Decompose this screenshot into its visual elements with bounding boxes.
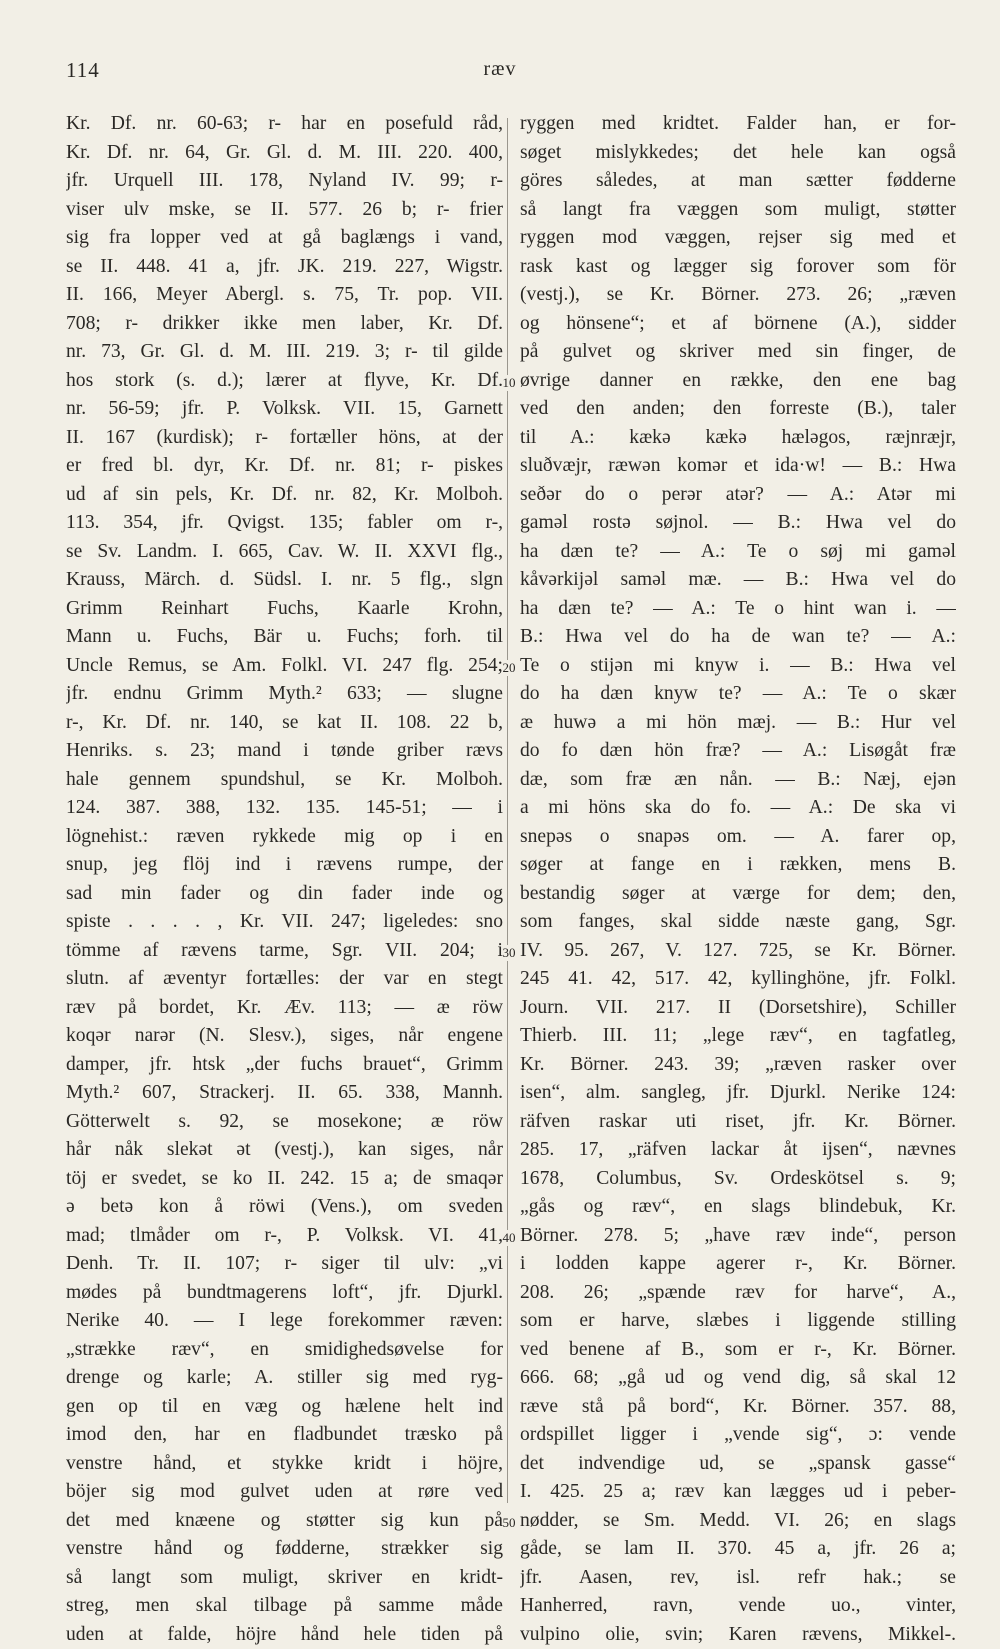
text-line: 245 41. 42, 517. 42, kyllinghöne, jfr. Folkl. <box>520 965 956 994</box>
text-line: viser ulv mske, se II. 577. 26 b; r- frier <box>66 196 503 225</box>
text-line: æ huwə a mi hön mæj. — B.: Hur vel <box>520 709 956 738</box>
text-line: vulpino olie, svin; Karen rævens, Mikkel-. <box>520 1621 956 1649</box>
text-line: a mi höns ska do fo. — A.: De ska vi <box>520 794 956 823</box>
text-line: er fred bl. dyr, Kr. Df. nr. 81; r- piskes <box>66 452 503 481</box>
text-line: 285. 17, „räfven lackar åt ijsen“, nævnes <box>520 1136 956 1165</box>
text-line: damper, jfr. htsk „der fuchs brauet“, Grimm <box>66 1051 503 1080</box>
text-line: hår nåk slekət ət (vestj.), kan siges, når <box>66 1136 503 1165</box>
column-divider <box>507 118 508 1503</box>
text-line: do ha dæn knyw te? — A.: Te o skær <box>520 680 956 709</box>
text-line: seðər do o perər atər? — A.: Atər mi <box>520 481 956 510</box>
text-line: søger at fange en i rækken, mens B. <box>520 851 956 880</box>
text-line: ə betə kon å röwi (Vens.), om sveden <box>66 1193 503 1222</box>
text-line: Hanherred, ravn, vende uo., vinter, <box>520 1592 956 1621</box>
text-line: ordspillet ligger i „vende sig“, ɔ: vende <box>520 1421 956 1450</box>
text-line: hos stork (s. d.); lærer at flyve, Kr. Df. <box>66 367 503 396</box>
text-line: Denh. Tr. II. 107; r- siger til ulv: „vi <box>66 1250 503 1279</box>
text-line: spiste . . . . , Kr. VII. 247; ligeledes: sno <box>66 908 503 937</box>
text-line: nødder, se Sm. Medd. VI. 26; en slags <box>520 1507 956 1536</box>
text-line: det med knæene og støtter sig kun på <box>66 1507 503 1536</box>
text-line: bestandig søger at værge for dem; den, <box>520 880 956 909</box>
text-line: som fanges, skal sidde næste gang, Sgr. <box>520 908 956 937</box>
text-line: venstre hånd og fødderne, strækker sig <box>66 1535 503 1564</box>
text-line: sad min fader og din fader inde og <box>66 880 503 909</box>
text-line: imod den, har en fladbundet træsko på <box>66 1421 503 1450</box>
text-line: kåvərkijəl saməl mæ. — B.: Hwa vel do <box>520 566 956 595</box>
text-line: II. 166, Meyer Abergl. s. 75, Tr. pop. VII. <box>66 281 503 310</box>
text-line: koqər narər (N. Slesv.), siges, når engene <box>66 1022 503 1051</box>
text-line: böjer sig mod gulvet uden at røre ved <box>66 1478 503 1507</box>
right-column <box>520 110 956 1649</box>
page-header <box>66 58 934 88</box>
text-line: Henriks. s. 23; mand i tønde griber rævs <box>66 737 503 766</box>
text-line: hale gennem spundshul, se Kr. Molboh. <box>66 766 503 795</box>
text-line: på gulvet og skriver med sin finger, de <box>520 338 956 367</box>
text-line: se Sv. Landm. I. 665, Cav. W. II. XXVI flg., <box>66 538 503 567</box>
text-line: venstre hånd, et stykke kridt i höjre, <box>66 1450 503 1479</box>
text-line: IV. 95. 267, V. 127. 725, se Kr. Börner. <box>520 937 956 966</box>
text-line: ræv på bordet, Kr. Æv. 113; — æ röw <box>66 994 503 1023</box>
text-line: og hönsene“; et af börnene (A.), sidder <box>520 310 956 339</box>
text-line: B.: Hwa vel do ha de wan te? — A.: <box>520 623 956 652</box>
text-line: Myth.² 607, Strackerj. II. 65. 338, Mannh. <box>66 1079 503 1108</box>
text-line: isen“, alm. sangleg, jfr. Djurkl. Nerike 124: <box>520 1079 956 1108</box>
text-line: ha dæn te? — A.: Te o søj mi gaməl <box>520 538 956 567</box>
text-line: gåde, se lam II. 370. 45 a, jfr. 26 a; <box>520 1535 956 1564</box>
text-line: gaməl rostə søjnol. — B.: Hwa vel do <box>520 509 956 538</box>
text-line: det indvendige ud, se „spansk gasse“ <box>520 1450 956 1479</box>
text-line: do fo dæn hön fræ? — A.: Lisøgåt fræ <box>520 737 956 766</box>
text-line: streg, men skal tilbage på samme måde <box>66 1592 503 1621</box>
text-line: Kr. Df. nr. 64, Gr. Gl. d. M. III. 220. 400, <box>66 139 503 168</box>
text-line: 208. 26; „spænde ræv for harve“, A., <box>520 1279 956 1308</box>
text-line: Nerike 40. — I lege forekommer ræven: <box>66 1307 503 1336</box>
text-line: 113. 354, jfr. Qvigst. 135; fabler om r-, <box>66 509 503 538</box>
text-line: sluðvæjr, ræwən komər et ida·w! — B.: Hwa <box>520 452 956 481</box>
text-line: snup, jeg flöj ind i rævens rumpe, der <box>66 851 503 880</box>
text-line: til A.: kækə kækə hæləgos, ræjnræjr, <box>520 424 956 453</box>
page-number: 114 <box>66 58 100 83</box>
line-number-40: 40 <box>501 1230 517 1246</box>
text-line: se II. 448. 41 a, jfr. JK. 219. 227, Wigstr. <box>66 253 503 282</box>
line-number-10: 10 <box>501 375 517 391</box>
left-column <box>66 110 503 1649</box>
text-line: „strække ræv“, en smidighedsøvelse for <box>66 1336 503 1365</box>
text-line: „gås og ræv“, en slags blindebuk, Kr. <box>520 1193 956 1222</box>
text-line: ha dæn te? — A.: Te o hint wan i. — <box>520 595 956 624</box>
text-line: ud af sin pels, Kr. Df. nr. 82, Kr. Molboh. <box>66 481 503 510</box>
text-line: 124. 387. 388, 132. 135. 145-51; — i <box>66 794 503 823</box>
running-head: ræv <box>66 58 934 81</box>
text-line: nr. 56-59; jfr. P. Volksk. VII. 15, Garnett <box>66 395 503 424</box>
text-line: gen op til en væg og hælene helt ind <box>66 1393 503 1422</box>
text-line: II. 167 (kurdisk); r- fortæller höns, at der <box>66 424 503 453</box>
text-line: Thierb. III. 11; „lege ræv“, en tagfatleg, <box>520 1022 956 1051</box>
text-line: Kr. Börner. 243. 39; „ræven rasker over <box>520 1051 956 1080</box>
text-line: Mann u. Fuchs, Bär u. Fuchs; forh. til <box>66 623 503 652</box>
text-line: sig fra lopper ved at gå baglængs i vand, <box>66 224 503 253</box>
text-line: räfven raskar uti riset, jfr. Kr. Börner. <box>520 1108 956 1137</box>
text-line: mad; tlmåder om r-, P. Volksk. VI. 41, <box>66 1222 503 1251</box>
text-line: ved den anden; den forreste (B.), taler <box>520 395 956 424</box>
text-line: Te o stijən mi knyw i. — B.: Hwa vel <box>520 652 956 681</box>
text-line: rask kast og lægger sig forover som för <box>520 253 956 282</box>
text-line: i lodden kappe agerer r-, Kr. Börner. <box>520 1250 956 1279</box>
line-number-30: 30 <box>501 945 517 961</box>
text-line: søget mislykkedes; det hele kan også <box>520 139 956 168</box>
text-line: øvrige danner en række, den ene bag <box>520 367 956 396</box>
text-line: töj er svedet, se ko II. 242. 15 a; de smaqər <box>66 1165 503 1194</box>
text-line: dæ, som fræ æn nån. — B.: Næj, ejən <box>520 766 956 795</box>
text-line: ryggen mod væggen, rejser sig med et <box>520 224 956 253</box>
text-line: nr. 73, Gr. Gl. d. M. III. 219. 3; r- til gilde <box>66 338 503 367</box>
line-number-50: 50 <box>501 1515 517 1531</box>
text-line: drenge og karle; A. stiller sig med ryg- <box>66 1364 503 1393</box>
text-line: ræve stå på bord“, Kr. Börner. 357. 88, <box>520 1393 956 1422</box>
text-line: ryggen med kridtet. Falder han, er for- <box>520 110 956 139</box>
text-line: så langt fra væggen som muligt, støtter <box>520 196 956 225</box>
text-line: Börner. 278. 5; „have ræv inde“, person <box>520 1222 956 1251</box>
text-line: 708; r- drikker ikke men laber, Kr. Df. <box>66 310 503 339</box>
text-line: göres således, at man sætter fødderne <box>520 167 956 196</box>
text-line: uden at falde, höjre hånd hele tiden på <box>66 1621 503 1649</box>
line-number-20: 20 <box>501 660 517 676</box>
text-line: Kr. Df. nr. 60-63; r- har en posefuld råd, <box>66 110 503 139</box>
text-line: Grimm Reinhart Fuchs, Kaarle Krohn, <box>66 595 503 624</box>
text-line: mødes på bundtmagerens loft“, jfr. Djurkl. <box>66 1279 503 1308</box>
text-line: Journ. VII. 217. II (Dorsetshire), Schiller <box>520 994 956 1023</box>
text-line: lögnehist.: ræven rykkede mig op i en <box>66 823 503 852</box>
text-line: r-, Kr. Df. nr. 140, se kat II. 108. 22 b, <box>66 709 503 738</box>
text-line: tömme af rævens tarme, Sgr. VII. 204; i <box>66 937 503 966</box>
text-line: jfr. Urquell III. 178, Nyland IV. 99; r- <box>66 167 503 196</box>
text-line: ved benene af B., som er r-, Kr. Börner. <box>520 1336 956 1365</box>
text-line: I. 425. 25 a; ræv kan lægges ud i peber- <box>520 1478 956 1507</box>
text-line: Götterwelt s. 92, se mosekone; æ röw <box>66 1108 503 1137</box>
text-line: 1678, Columbus, Sv. Ordeskötsel s. 9; <box>520 1165 956 1194</box>
text-line: jfr. Aasen, rev, isl. refr hak.; se <box>520 1564 956 1593</box>
text-line: så langt som muligt, skriver en kridt- <box>66 1564 503 1593</box>
text-line: snepəs o snapəs om. — A. farer op, <box>520 823 956 852</box>
text-line: som er harve, slæbes i liggende stilling <box>520 1307 956 1336</box>
text-line: Uncle Remus, se Am. Folkl. VI. 247 flg. 254; <box>66 652 503 681</box>
text-line: (vestj.), se Kr. Börner. 273. 26; „ræven <box>520 281 956 310</box>
text-line: jfr. endnu Grimm Myth.² 633; — slugne <box>66 680 503 709</box>
text-line: Krauss, Märch. d. Südsl. I. nr. 5 flg., slgn <box>66 566 503 595</box>
text-line: slutn. af æventyr fortælles: der var en stegt <box>66 965 503 994</box>
text-line: 666. 68; „gå ud og vend dig, så skal 12 <box>520 1364 956 1393</box>
